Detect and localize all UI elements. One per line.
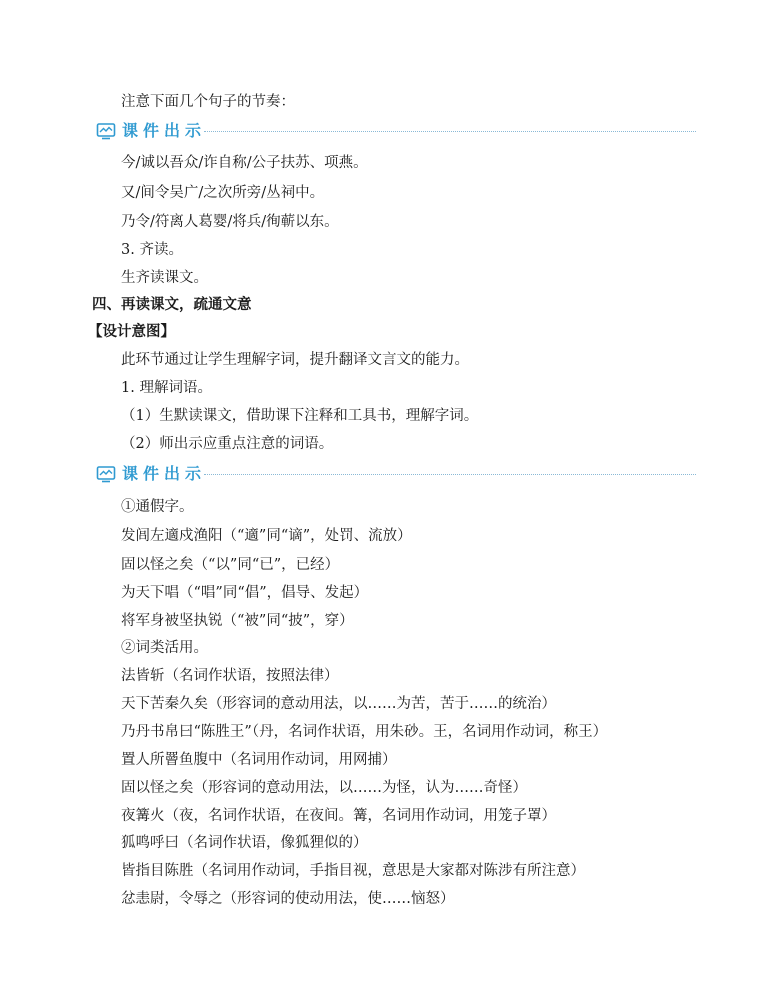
step-1: 1. 理解词语。 — [121, 380, 212, 396]
sub-step-2: （2）师出示应重点注意的词语。 — [121, 436, 334, 452]
courseware-icon — [96, 121, 116, 141]
rhythm-line: 乃令/符离人葛婴/将兵/徇蕲以东。 — [121, 214, 339, 230]
vocab-heading: ①通假字。 — [121, 499, 194, 515]
intro-text: 注意下面几个句子的节奏： — [121, 94, 295, 110]
vocab-line: 天下苦秦久矣（形容词的意动用法，以……为苦，苦于……的统治） — [121, 696, 556, 712]
courseware-banner-2 — [96, 462, 696, 486]
dotted-divider — [204, 474, 696, 475]
banner-title: 课件出示 — [122, 121, 207, 140]
courseware-banner-1 — [96, 119, 696, 143]
vocab-line: 固以怪之矣（“以”同“已”，已经） — [121, 557, 340, 573]
courseware-icon — [96, 464, 116, 484]
vocab-line: 狐鸣呼曰（名词作状语，像狐狸似的） — [121, 835, 368, 851]
sub-step-1: （1）生默读课文，借助课下注释和工具书，理解字词。 — [121, 408, 479, 424]
design-intent-label: 【设计意图】 — [88, 323, 175, 340]
rhythm-line: 又/间令吴广/之次所旁/丛祠中。 — [121, 185, 325, 201]
vocab-line: 发闾左適戍渔阳（“適”同“谪”，处罚、流放） — [121, 528, 412, 544]
vocab-line: 夜篝火（夜，名词作状语，在夜间。篝，名词用作动词，用笼子罩） — [121, 808, 556, 824]
vocab-line: 乃丹书帛曰“陈胜王”（丹，名词作状语，用朱砂。王，名词用作动词，称王） — [121, 724, 608, 740]
rhythm-line: 今/诚以吾众/诈自称/公子扶苏、项燕。 — [121, 155, 368, 171]
vocab-line: 为天下唱（“唱”同“倡”，倡导、发起） — [121, 585, 369, 601]
vocab-line: 置人所罾鱼腹中（名词用作动词，用网捕） — [121, 752, 397, 768]
vocab-line: 皆指目陈胜（名词用作动词，手指目视，意思是大家都对陈涉有所注意） — [121, 863, 585, 879]
vocab-line: 忿恚尉，令辱之（形容词的使动用法，使……恼怒） — [121, 891, 455, 907]
banner-title: 课件出示 — [122, 464, 207, 483]
section-heading: 四、再读课文，疏通文意 — [92, 296, 252, 313]
vocab-heading: ②词类活用。 — [121, 640, 208, 656]
vocab-line: 固以怪之矣（形容词的意动用法，以……为怪，认为……奇怪） — [121, 780, 527, 796]
vocab-line: 将军身被坚执锐（“被”同“披”，穿） — [121, 613, 354, 629]
dotted-divider — [204, 131, 696, 132]
design-intent-text: 此环节通过让学生理解字词，提升翻译文言文的能力。 — [121, 352, 469, 368]
vocab-line: 法皆斩（名词作状语，按照法律） — [121, 668, 339, 684]
step-3: 3. 齐读。 — [121, 242, 183, 258]
step-3-description: 生齐读课文。 — [121, 270, 208, 286]
